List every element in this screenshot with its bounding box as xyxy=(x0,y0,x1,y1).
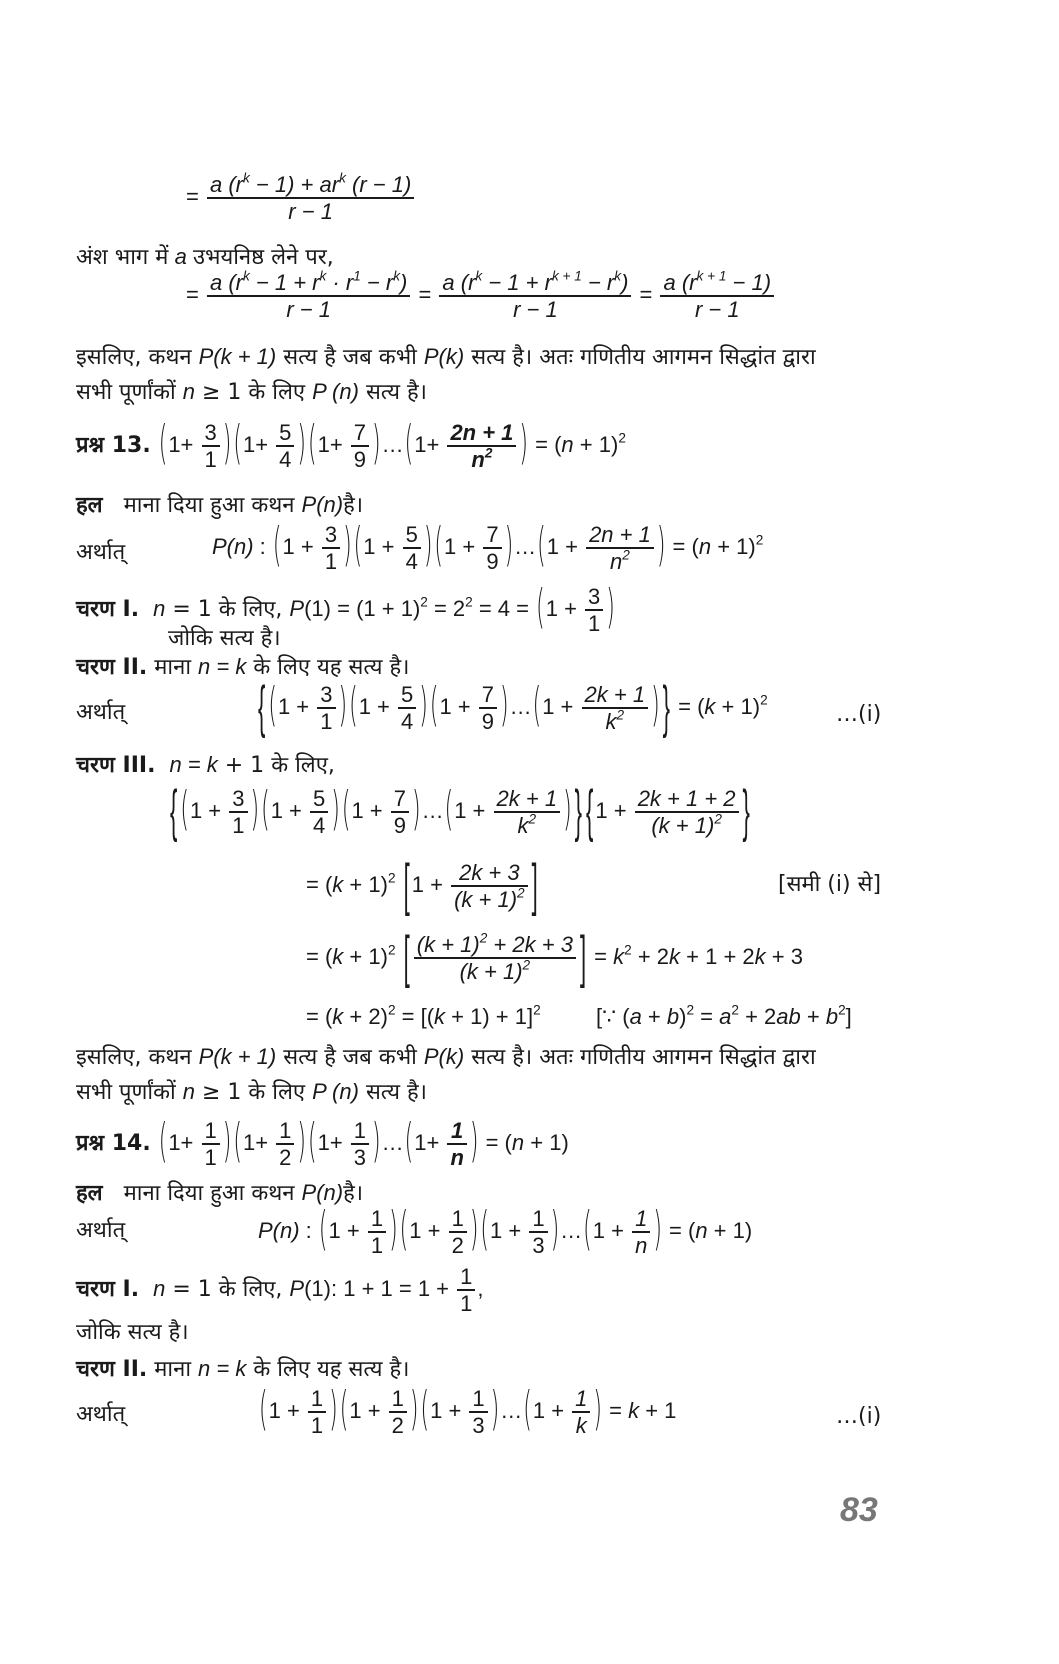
step-2-13: चरण II. माना n = k के लिए यह सत्य है। xyxy=(76,654,410,680)
solution-13-intro: हल माना दिया हुआ कथन P(n)है। xyxy=(76,492,364,518)
hal-label: हल xyxy=(76,493,103,518)
pn-statement-13: P(n) : (1 + $\frac{3}{1}$ )(1 + $\frac{5}{4}$ )(1 + $\frac{7}{9}$ )…(1 + $\frac{2n + 1}{n^2}$ ) = $(n + 1)^2$ xyxy=(212,520,764,575)
question-14-label: प्रश्न 14. xyxy=(76,1131,151,1157)
arthat-label: अर्थात् xyxy=(76,1218,126,1243)
charan-2-label: चरण II. xyxy=(76,1357,148,1382)
conclusion-text: सत्य है। अतः गणितीय आगमन सिद्धांत द्वारा xyxy=(471,345,816,370)
step-text: के लिए, xyxy=(271,753,335,778)
conclusion-text: सभी पूर्णांकों xyxy=(76,1080,176,1106)
conclusion-text: इसलिए, कथन xyxy=(76,1045,192,1070)
step-text: जोकि सत्य है। xyxy=(76,1320,189,1345)
charan-1-label: चरण I. xyxy=(76,597,140,623)
step-1-13-true xyxy=(168,626,281,652)
conclusion-text: सभी पूर्णांकों xyxy=(76,380,176,406)
charan-1-label: चरण I. xyxy=(76,1277,140,1303)
hal-label: हल xyxy=(76,1181,103,1206)
conclusion-text: सत्य है। xyxy=(365,1080,427,1106)
arthat-14b xyxy=(76,1402,125,1428)
charan-3-label: चरण III. xyxy=(76,753,156,778)
conclusion-text: के लिए xyxy=(248,380,306,406)
step-text: के लिए, xyxy=(218,597,283,623)
ref-i-14 xyxy=(836,1404,881,1430)
solution-14-intro: हल माना दिया हुआ कथन P(n)है। xyxy=(76,1180,364,1206)
page-number: 83 xyxy=(840,1491,878,1529)
pn-statement-14: P(n) : (1 + $\frac{1}{1}$ )(1 + $\frac{1}{2}$ )(1 + $\frac{1}{3}$ )…(1 + $\frac{1}{n}$ ) = (n + 1) xyxy=(258,1204,753,1259)
conclusion-text: सत्य है जब कभी xyxy=(283,1045,417,1070)
step-3-13: चरण III. n = k + 1 के लिए, xyxy=(76,752,335,778)
conclusion-text: के लिए xyxy=(248,1080,306,1106)
step-3-line-2: = $(k + 1)^2$ [1 + $\frac{2k + 3}{(k + 1)^2}$ ] xyxy=(306,851,538,917)
equation-ref: [समी (i) से] xyxy=(778,872,882,897)
arthat-13b xyxy=(76,700,125,726)
step-text: माना xyxy=(154,655,192,680)
sami-ref xyxy=(778,872,881,898)
solution-text: है। xyxy=(343,1181,364,1206)
step-1-14-true xyxy=(76,1320,189,1346)
conclusion-text: सत्य है। अतः गणितीय आगमन सिद्धांत द्वारा xyxy=(471,1045,816,1070)
equation-line-2: = $\frac{a (r^k - 1 + r^k \cdot r^1 - r^k)}{r - 1}$ = $\frac{a (r^k - 1 + r^{k + 1} - r^k)}{r - 1}$ = $\frac{a (r^{k + 1} - 1)}{r - 1}$ xyxy=(186,270,776,323)
conclusion-text: सत्य है। xyxy=(365,380,427,406)
conclusion-text: इसलिए, कथन xyxy=(76,345,192,370)
step-text: के लिए यह सत्य है। xyxy=(253,1357,410,1382)
common-factor-text: अंश भाग में a उभयनिष्ठ लेने पर, xyxy=(76,244,334,270)
arthat-label: अर्थात् xyxy=(76,540,126,565)
question-13-label: प्रश्न 13. xyxy=(76,433,151,459)
step-text: के लिए, xyxy=(218,1277,283,1303)
pk-statement-13: { (1 + $\frac{3}{1}$ )(1 + $\frac{5}{4}$ )(1 + $\frac{7}{9}$ )…(1 + $\frac{2k + 1}{k^2}$ ) } = $(k + 1)^2$ xyxy=(258,673,768,739)
question-13: प्रश्न 13. (1+ $\frac{3}{1}$ )(1+ $\frac{5}{4}$ )(1+ $\frac{7}{9}$ )…(1+ $\frac{2n + 1}{n^2}$ ) = $(n + 1)^2$ xyxy=(76,418,626,473)
ubhay-text: उभयनिष्ठ लेने पर, xyxy=(192,245,334,270)
step-text: जोकि सत्य है। xyxy=(168,626,281,651)
equation-ref: …(i) xyxy=(836,702,882,727)
ansh-text: अंश भाग में xyxy=(76,245,169,270)
charan-2-label: चरण II. xyxy=(76,655,148,680)
conclusion-2: इसलिए, कथन P(k + 1) सत्य है जब कभी P(k) सत्य है। अतः गणितीय आगमन सिद्धांत द्वारा सभी पूर्णांकों n ≥ 1 के लिए P (n) सत्य है। xyxy=(76,1044,816,1106)
equation-line-1: = $\frac{a (r^k - 1) + ar^k (r - 1)}{r - 1}$ xyxy=(186,172,416,225)
arthat-label: अर्थात् xyxy=(76,700,126,725)
step-3-line-3: = $(k + 1)^2$ [ $\frac{(k + 1)^2 + 2k + 3}{(k + 1)^2}$ ] = $k^2 + 2k + 1 + 2k + 3$ xyxy=(306,923,803,989)
equation-ref: …(i) xyxy=(836,1404,882,1429)
step-3-expression: { (1 + $\frac{3}{1}$ )(1 + $\frac{5}{4}$ )(1 + $\frac{7}{9}$ )…(1 + $\frac{2k + 1}{k^2}$ ) } {1 + $\frac{2k + 1 + 2}{(k + 1)^2}$ } xyxy=(170,777,750,843)
arthat-label: अर्थात् xyxy=(76,1402,126,1427)
ref-i-13 xyxy=(836,702,881,728)
step-1-14: चरण I. n = 1 के लिए, P(1): 1 + 1 = 1 + $\frac{1}{1}$ , xyxy=(76,1264,484,1317)
step-1-13: चरण I. n = 1 के लिए, $P(1) = (1 + 1)^2 = 2^2 = 4 = (1$ + $\frac{3}{1}$ ) xyxy=(76,582,615,637)
solution-text: है। xyxy=(343,493,364,518)
conclusion-text: सत्य है जब कभी xyxy=(283,345,417,370)
arthat-13 xyxy=(76,540,125,566)
question-14: प्रश्न 14. (1+ $\frac{1}{1}$ )(1+ $\frac{1}{2}$ )(1+ $\frac{1}{3}$ )…(1+ $\frac{1}{n}$ ) = (n + 1) xyxy=(76,1116,569,1171)
arthat-14 xyxy=(76,1218,125,1244)
step-text: माना xyxy=(154,1357,192,1382)
step-2-14: चरण II. माना n = k के लिए यह सत्य है। xyxy=(76,1356,410,1382)
step-3-line-4: = $(k + 2)^2 = [(k + 1) + 1]^2$ xyxy=(306,1002,541,1029)
solution-text: माना दिया हुआ कथन xyxy=(123,493,295,518)
conclusion-1: इसलिए, कथन P(k + 1) सत्य है जब कभी P(k) सत्य है। अतः गणितीय आगमन सिद्धांत द्वारा सभी पूर्णांकों n ≥ 1 के लिए P (n) सत्य है। xyxy=(76,344,816,406)
solution-text: माना दिया हुआ कथन xyxy=(123,1181,295,1206)
pk-statement-14: (1 + $\frac{1}{1}$ )(1 + $\frac{1}{2}$ )(1 + $\frac{1}{3}$ )…(1 + $\frac{1}{k}$ ) = k + 1 xyxy=(259,1384,677,1439)
step-text: के लिए यह सत्य है। xyxy=(253,655,410,680)
identity-note: [∵ $(a + b)^2 = a^2 + 2ab + b^2$] xyxy=(596,1002,852,1029)
